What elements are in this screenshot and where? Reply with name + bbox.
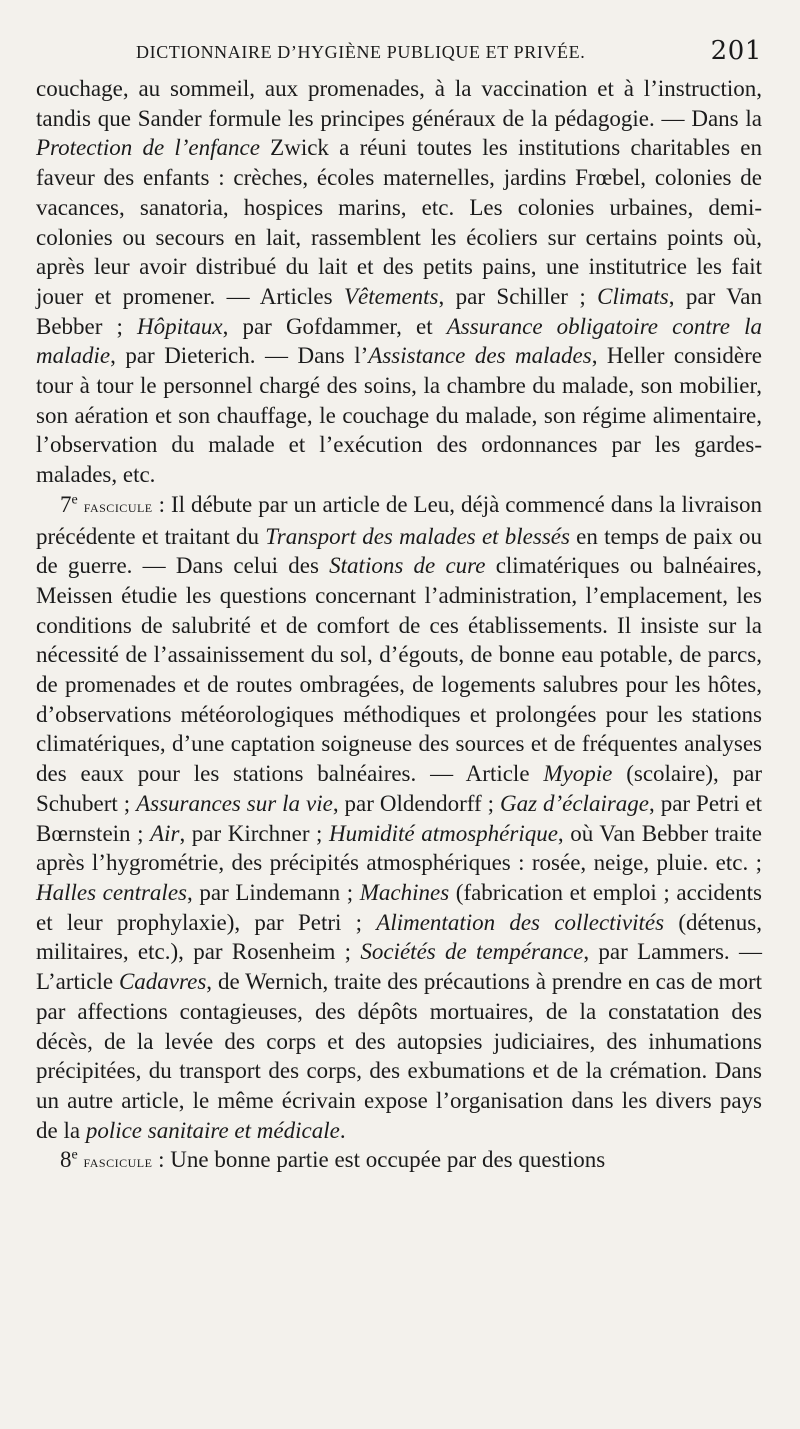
italic-title: Assurances sur la vie — [136, 790, 333, 816]
running-head — [36, 30, 762, 74]
italic-title: Air — [150, 820, 180, 846]
text-run: , de Wernich, traite des précautions à prendre en cas de mort par affections contagieuses, des dépôts mortuaires, de la constatation des décès, de la levée des corps et des autopsies judiciaires, des inhumations précipitées, du transport des corps, des exbumations et de la crémation. Dans un autre article, le même écrivain expose l’organisation dans les divers pays de la — [36, 969, 762, 1143]
text-run: , par Kirchner ; — [179, 820, 330, 846]
italic-title: police sanitaire et médicale — [85, 1117, 340, 1143]
fascicule-number: 8 — [60, 1147, 72, 1173]
italic-title: Alimentation des collectivités — [376, 909, 665, 935]
italic-title: Cadavres — [118, 969, 207, 995]
text-run: , par Oldendorff ; — [332, 790, 500, 816]
italic-title: Machines — [359, 879, 450, 905]
text-run: (scolaire), par Schubert ; — [36, 761, 762, 816]
text-run: , par Dieterich. — Dans l’ — [110, 343, 369, 369]
text-run: en temps de paix ou de guerre. — Dans celui des — [36, 523, 763, 579]
text-run: , par Gofdammer, et — [222, 313, 447, 339]
page-number: 201 — [710, 36, 762, 66]
fascicule-number: 7 — [60, 491, 72, 517]
running-title: DICTIONNAIRE D’HYGIÈNE PUBLIQUE ET PRIVÉE. — [136, 42, 586, 62]
text-run: Zwick a réuni toutes les institutions charitables en faveur des enfants : crèches, écoles maternelles, jardins Frœbel, colonies de vacances, sanatoria, hospices marins, etc. Les colonies urbaines, demi-colonies ou secours en lait, rassemblent les écoliers sur certains points où, après leur avoir distribué du lait et des petits pains, une institutrice les fait jouer et promener. — Articles — [36, 135, 762, 309]
italic-title: Myopie — [543, 761, 613, 787]
italic-title: Climats — [597, 283, 669, 309]
text-run: : Il débute par un article de Leu, déjà commencé dans la livraison précédente et traitant du — [36, 491, 762, 549]
paragraph-1 — [36, 74, 762, 490]
italic-title: Vêtements — [343, 283, 439, 309]
text-run: , par Petri et Bœrnstein ; — [36, 790, 763, 846]
italic-title: Transport des malades et blessés — [265, 523, 570, 549]
italic-title: Hôpitaux — [137, 313, 223, 339]
text-run: , Heller considère tour à tour le personnel chargé des soins, la chambre du malade, son mobilier, son aération et son chauffage, le couchage du malade, son régime alimentaire, l’observation du malade et l’exécution des ordonnances par les gardes-malades, etc. — [36, 343, 762, 488]
text-run: , par Schiller ; — [438, 283, 598, 309]
italic-title: Assurance obligatoire contre la maladie — [36, 313, 763, 369]
text-run: , par Lindemann ; — [186, 879, 360, 905]
italic-title: Humidité atmosphérique — [329, 820, 558, 846]
text-run: climatériques ou balnéaires, Meissen étudie les questions concernant l’administration, l’emplacement, les conditions de salubrité et de comfort de ces établissements. Il insiste sur la nécessité de l’assainissement du sol, d’égouts, de bonne eau potable, de parcs, de promenades et de routes ombragées, de logements salubres pour les hôtes, d’observations météorologiques méthodiques et prolongées pour les stations climatériques, d’une captation soigneuse des sources et de fréquentes analyses des eaux pour les stations balnéaires. — Article — [36, 553, 763, 787]
paragraph-2 — [36, 490, 762, 1145]
text-run: , où Van Bebber traite après l’hygrométrie, des précipités atmosphériques : rosée, neige, pluie. etc. ; — [36, 820, 762, 876]
fascicule-label: fascicule — [83, 1152, 153, 1172]
italic-title: Halles centrales — [36, 879, 187, 905]
text-run: , par Lammers. — L’article — [36, 939, 762, 995]
body-text — [36, 74, 762, 1177]
paragraph-3 — [36, 1145, 762, 1177]
text-run: , par Van Bebber ; — [36, 283, 762, 339]
text-run: (fabrication et emploi ; accidents et leur prophylaxie), par Petri ; — [36, 879, 762, 935]
text-run: couchage, au sommeil, aux promenades, à la vaccination et à l’instruction, tandis que Sander formule les principes généraux de la pédagogie. — Dans la — [36, 76, 762, 131]
ordinal-suffix: e — [71, 1147, 78, 1163]
text-run: . — [339, 1117, 346, 1143]
italic-title: Protection de l’enfance — [36, 135, 260, 161]
fascicule-label: fascicule — [83, 496, 153, 516]
ordinal-suffix: e — [71, 492, 78, 508]
italic-title: Sociétés de tempérance — [360, 939, 584, 965]
text-run: : Une bonne partie est occupée par des questions — [152, 1147, 606, 1173]
text-run: (détenus, militaires, etc.), par Rosenheim ; — [36, 909, 763, 965]
italic-title: Gaz d’éclairage — [499, 790, 649, 816]
italic-title: Assistance des malades — [368, 343, 592, 369]
italic-title: Stations de cure — [329, 553, 486, 579]
